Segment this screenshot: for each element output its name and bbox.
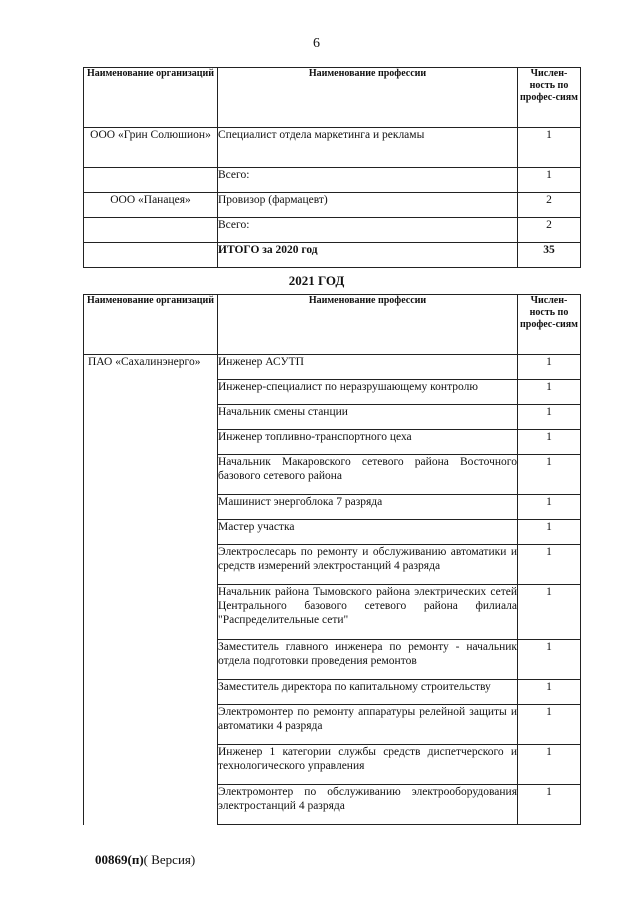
count-cell: 1 [518,128,581,168]
count-cell: 2 [518,218,581,243]
table-header-row [84,295,581,355]
document-code: 00869(п) [95,852,144,867]
profession-cell: Мастер участка [218,520,518,545]
table-row [84,168,581,193]
table-2020 [83,67,581,268]
header-count: Числен-ность по профес-сиям [518,295,581,355]
org-cell: ООО «Грин Солюшион» [84,128,218,168]
count-cell: 1 [518,745,581,785]
profession-cell: Инженер 1 категории службы средств диспетчерского и технологического управления [218,745,518,785]
org-cell: ООО «Панацея» [84,193,218,218]
year-2021-title: 2021 ГОД [288,273,345,288]
profession-cell: Инженер-специалист по неразрушающему контролю [218,380,518,405]
count-cell: 1 [518,585,581,640]
header-org: Наименование организаций [84,68,218,128]
table-row [84,218,581,243]
org-cell: ПАО «Сахалинэнерго» [84,355,218,825]
total-count: 35 [518,243,581,268]
count-cell: 1 [518,680,581,705]
count-cell: 1 [518,495,581,520]
header-profession: Наименование профессии [218,68,518,128]
table-row [84,193,581,218]
profession-cell: Заместитель главного инженера по ремонту - начальник отдела подготовки проведения ремонтов [218,640,518,680]
footer [95,852,195,868]
count-cell: 2 [518,193,581,218]
total-row [84,243,581,268]
table-row [84,128,581,168]
table-2021 [83,294,581,825]
profession-cell: Всего: [218,168,518,193]
header-org: Наименование организаций [84,295,218,355]
header-count: Числен-ность по профес-сиям [518,68,581,128]
org-cell [84,218,218,243]
count-cell: 1 [518,455,581,495]
document-version: ( Версия) [143,852,196,867]
count-cell: 1 [518,705,581,745]
org-cell [84,168,218,193]
page-number: 6 [313,36,320,51]
count-cell: 1 [518,355,581,380]
count-cell: 1 [518,640,581,680]
profession-cell: Начальник смены станции [218,405,518,430]
profession-cell: Инженер АСУТП [218,355,518,380]
total-label: ИТОГО за 2020 год [218,243,518,268]
profession-cell: Инженер топливно-транспортного цеха [218,430,518,455]
count-cell: 1 [518,520,581,545]
profession-cell: Провизор (фармацевт) [218,193,518,218]
profession-cell: Начальник района Тымовского района электрических сетей Центрального базового сетевого района филиала "Распределительные сети" [218,585,518,640]
profession-cell: Начальник Макаровского сетевого района Восточного базового сетевого района [218,455,518,495]
profession-cell: Электрослесарь по ремонту и обслуживанию автоматики и средств измерений электростанций 4 разряда [218,545,518,585]
header-profession: Наименование профессии [218,295,518,355]
count-cell: 1 [518,405,581,430]
count-cell: 1 [518,168,581,193]
profession-cell: Машинист энергоблока 7 разряда [218,495,518,520]
profession-cell: Специалист отдела маркетинга и рекламы [218,128,518,168]
table-row [84,355,581,380]
profession-cell: Электромонтер по обслуживанию электрооборудования электростанций 4 разряда [218,785,518,825]
count-cell: 1 [518,380,581,405]
profession-cell: Заместитель директора по капитальному строительству [218,680,518,705]
profession-cell: Электромонтер по ремонту аппаратуры релейной защиты и автоматики 4 разряда [218,705,518,745]
count-cell: 1 [518,545,581,585]
count-cell: 1 [518,430,581,455]
table-header-row [84,68,581,128]
org-cell [84,243,218,268]
count-cell: 1 [518,785,581,825]
profession-cell: Всего: [218,218,518,243]
